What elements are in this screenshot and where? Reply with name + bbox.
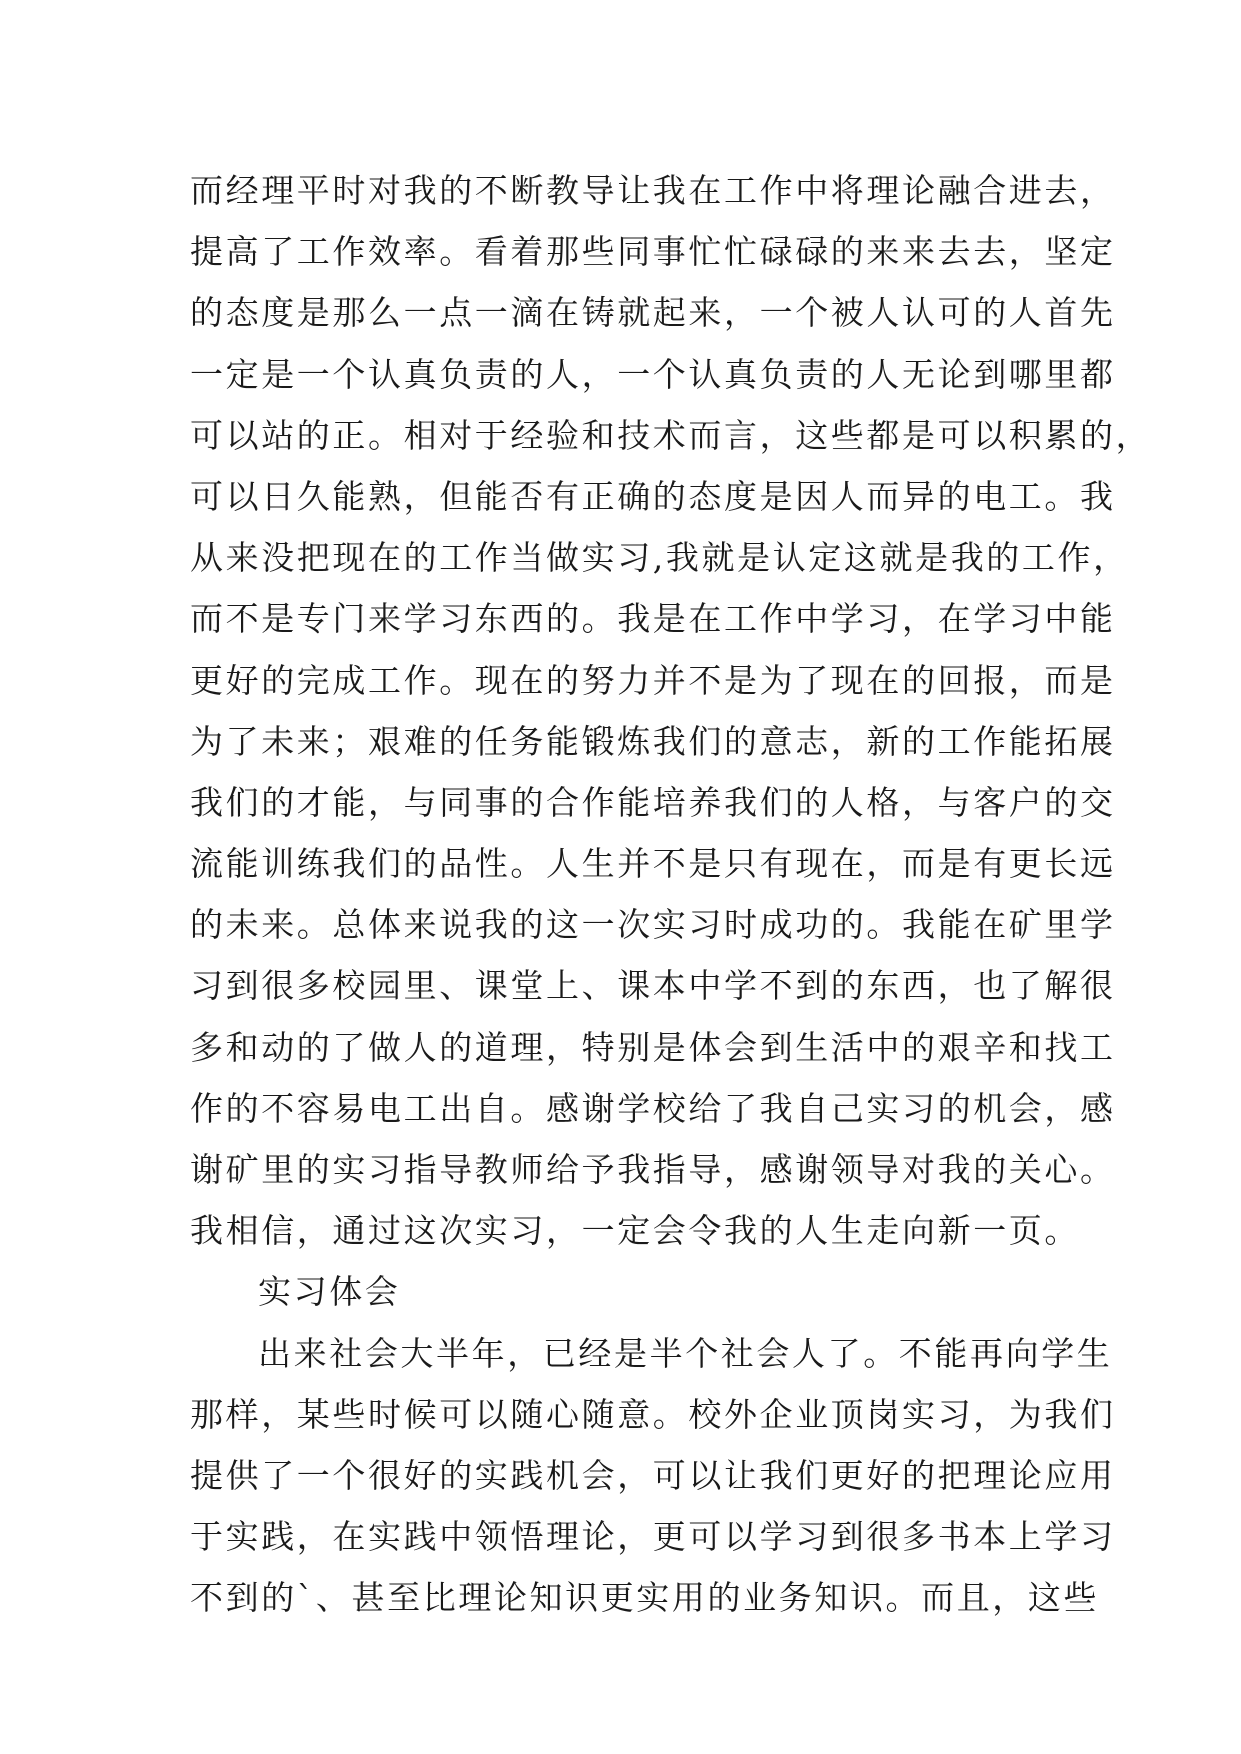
text-line: 可以站的正。相对于经验和技术而言，这些都是可以积累的， <box>190 415 1152 455</box>
text-line: 从来没把现在的工作当做实习,我就是认定这就是我的工作， <box>190 538 1129 578</box>
text-line: 更好的完成工作。现在的努力并不是为了现在的回报，而是 <box>190 660 1116 700</box>
text-line: 谢矿里的实习指导教师给予我指导，感谢领导对我的关心。 <box>190 1150 1116 1189</box>
text-line: 多和动的了做人的道理，特别是体会到生活中的艰辛和找工 <box>190 1027 1116 1067</box>
text-line: 于实践，在实践中领悟理论，更可以学习到很多书本上学习 <box>190 1517 1116 1557</box>
text-line: 出来社会大半年，已经是半个社会人了。不能再向学生 <box>258 1333 1113 1373</box>
text-line: 习到很多校园里、课堂上、课本中学不到的东西，也了解很 <box>190 966 1116 1006</box>
text-line: 作的不容易电工出自。感谢学校给了我自己实习的机会，感 <box>190 1088 1116 1128</box>
text-line: 我们的才能，与同事的合作能培养我们的人格，与客户的交 <box>190 782 1116 822</box>
text-line: 可以日久能熟，但能否有正确的态度是因人而异的电工。我 <box>190 476 1116 516</box>
text-line: 而不是专门来学习东西的。我是在工作中学习，在学习中能 <box>190 599 1116 639</box>
text-line: 为了未来；艰难的任务能锻炼我们的意志，新的工作能拓展 <box>190 721 1116 761</box>
text-line: 而经理平时对我的不断教导让我在工作中将理论融合进去， <box>190 171 1116 210</box>
text-line: 不到的`、甚至比理论知识更实用的业务知识。而且，这些 <box>190 1578 1100 1618</box>
document-body <box>190 160 1152 1629</box>
text-line: 流能训练我们的品性。人生并不是只有现在，而是有更长远 <box>190 844 1116 884</box>
text-line: 的态度是那么一点一滴在铸就起来，一个被人认可的人首先 <box>190 293 1116 333</box>
text-line: 那样，某些时候可以随心随意。校外企业顶岗实习，为我们 <box>190 1394 1116 1434</box>
text-line: 提高了工作效率。看着那些同事忙忙碌碌的来来去去，坚定 <box>190 232 1116 272</box>
text-line: 一定是一个认真负责的人，一个认真负责的人无论到哪里都 <box>190 354 1116 394</box>
section-heading: 实习体会 <box>258 1272 401 1312</box>
text-line: 的未来。总体来说我的这一次实习时成功的。我能在矿里学 <box>190 905 1116 945</box>
text-line: 我相信，通过这次实习，一定会令我的人生走向新一页。 <box>190 1211 1080 1251</box>
text-line: 提供了一个很好的实践机会，可以让我们更好的把理论应用 <box>190 1455 1116 1495</box>
